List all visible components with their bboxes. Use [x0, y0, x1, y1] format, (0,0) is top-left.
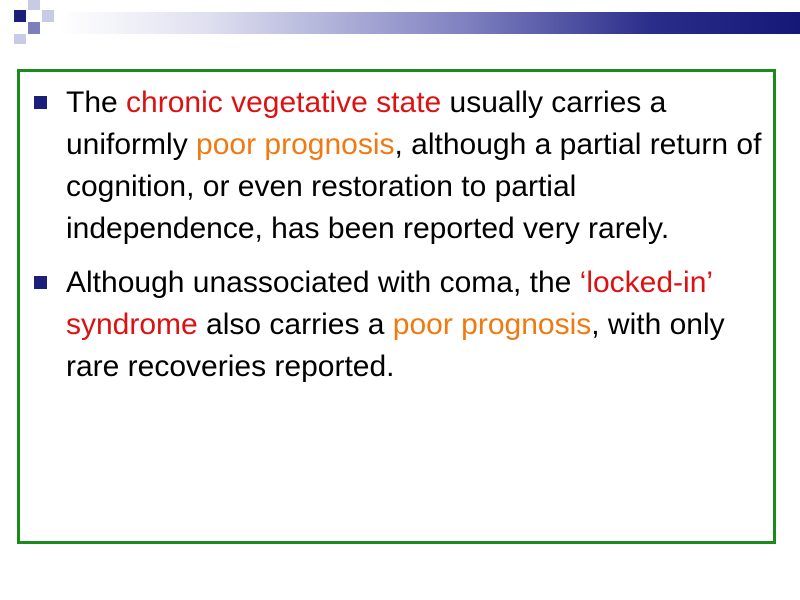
bullet-text: The chronic vegetative state usually carries a uniformly poor prognosis, although a partial return of cognition, or even restoration to partial independence, has been reported very rarely. — [66, 86, 762, 245]
decor-square — [14, 10, 26, 22]
header-gradient-bar — [60, 12, 800, 34]
bullet-item — [28, 82, 765, 250]
decor-square — [42, 10, 54, 22]
square-bullet-icon — [34, 276, 47, 289]
decor-square — [28, 22, 40, 34]
highlight-term: poor prognosis — [196, 128, 395, 161]
decor-square — [28, 0, 40, 10]
bullet-text: Although unassociated with coma, the ‘locked-in’ syndrome also carries a poor prognosis, with only rare recoveries reported. — [66, 266, 725, 383]
highlight-term: poor prognosis — [392, 308, 592, 341]
bullet-item — [28, 262, 765, 388]
header-decoration — [0, 0, 800, 48]
content-frame — [17, 69, 776, 544]
highlight-term: ‘locked-in’ syndrome — [66, 266, 712, 341]
highlight-term: chronic vegetative state — [126, 86, 442, 119]
bullet-list — [28, 82, 765, 388]
square-bullet-icon — [34, 96, 47, 109]
decor-square — [14, 34, 26, 44]
